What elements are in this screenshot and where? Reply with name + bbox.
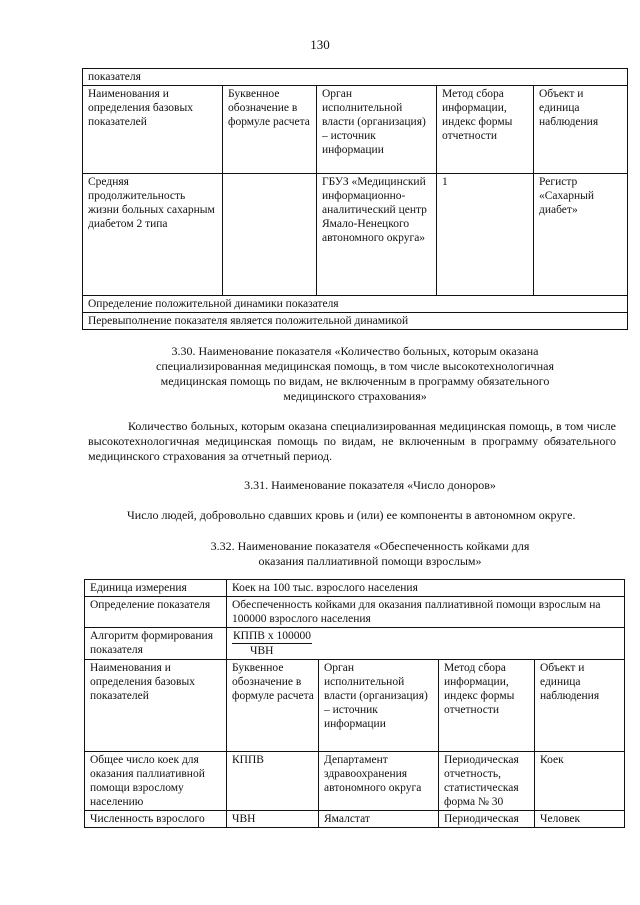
table-header-row [83, 86, 628, 174]
table-header-row [85, 660, 625, 752]
indicator-name-cell: Средняя продолжительность жизни больных сахарным диабетом 2 типа [83, 174, 223, 296]
symbol-cell [223, 174, 317, 296]
indicator-table [84, 579, 625, 828]
section-3-32-title: 3.32. Наименование показателя «Обеспеченность койками для оказания паллиативной помощи взрослым» [210, 539, 530, 568]
object-cell: Регистр «Сахарный диабет» [534, 174, 628, 296]
formula [232, 629, 312, 658]
section-3-30-text: Количество больных, которым оказана специализированная медицинская помощь, в том числе высокотехнологичная медицинская помощь по видам, не включенным в программу обязательного медицинского страхования за отчетный период. [88, 419, 616, 463]
formula-numerator: КППВ x 100000 [233, 630, 311, 642]
formula-denominator: ЧВН [250, 645, 274, 657]
source-cell: ГБУЗ «Медицинский информационно-аналитический центр Ямало-Ненецкого автономного округа» [317, 174, 437, 296]
table-row [85, 752, 625, 811]
table-row [85, 597, 625, 628]
method-cell: Периодическая [439, 811, 535, 828]
section-3-31-title: 3.31. Наименование показателя «Число доноров» [244, 478, 496, 492]
header-cell: Метод сбора информации, индекс формы отчетности [439, 660, 535, 752]
source-cell: Департамент здравоохранения автономного округа [319, 752, 439, 811]
dynamics-value-cell: Перевыполнение показателя является положительной динамикой [83, 313, 628, 330]
header-cell: Объект и единица наблюдения [535, 660, 625, 752]
table-row [83, 313, 628, 330]
object-cell: Человек [535, 811, 625, 828]
source-cell: Ямалстат [319, 811, 439, 828]
section-3-30-title: 3.30. Наименование показателя «Количество больных, которым оказана специализированная медицинская помощь, в том числе высокотехнологичная медицинская помощь по видам, не включенным в программу обязательного медицинского страхования» [156, 344, 554, 403]
header-cell: Орган исполнительной власти (организация) – источник информации [319, 660, 439, 752]
formula-cell [227, 628, 625, 660]
page-number: 130 [310, 37, 330, 52]
object-cell: Коек [535, 752, 625, 811]
indicator-table-continued [82, 68, 628, 330]
symbol-cell: КППВ [227, 752, 319, 811]
table-row [85, 580, 625, 597]
indicator-name-cell: Общее число коек для оказания паллиативной помощи взрослому населению [85, 752, 227, 811]
algorithm-label-cell: Алгоритм формирования показателя [85, 628, 227, 660]
header-cell: Объект и единица наблюдения [534, 86, 628, 174]
header-cell: Орган исполнительной власти (организация) – источник информации [317, 86, 437, 174]
definition-value-cell: Обеспеченность койками для оказания паллиативной помощи взрослым на 100000 взрослого населения [227, 597, 625, 628]
section-3-31-text: Число людей, добровольно сдавших кровь и (или) ее компоненты в автономном округе. [127, 508, 576, 522]
symbol-cell: ЧВН [227, 811, 319, 828]
continued-cell: показателя [83, 69, 628, 86]
header-cell: Наименования и определения базовых показателей [85, 660, 227, 752]
dynamics-label-cell: Определение положительной динамики показателя [83, 296, 628, 313]
indicator-name-cell: Численность взрослого [85, 811, 227, 828]
definition-label-cell: Определение показателя [85, 597, 227, 628]
header-cell: Метод сбора информации, индекс формы отчетности [437, 86, 534, 174]
unit-label-cell: Единица измерения [85, 580, 227, 597]
header-cell: Наименования и определения базовых показателей [83, 86, 223, 174]
header-cell: Буквенное обозначение в формуле расчета [223, 86, 317, 174]
table-row [83, 174, 628, 296]
unit-value-cell: Коек на 100 тыс. взрослого населения [227, 580, 625, 597]
table-row [85, 811, 625, 828]
table-row [85, 628, 625, 660]
table-row [83, 296, 628, 313]
method-cell: Периодическая отчетность, статистическая форма № 30 [439, 752, 535, 811]
table-row [83, 69, 628, 86]
method-cell: 1 [437, 174, 534, 296]
header-cell: Буквенное обозначение в формуле расчета [227, 660, 319, 752]
